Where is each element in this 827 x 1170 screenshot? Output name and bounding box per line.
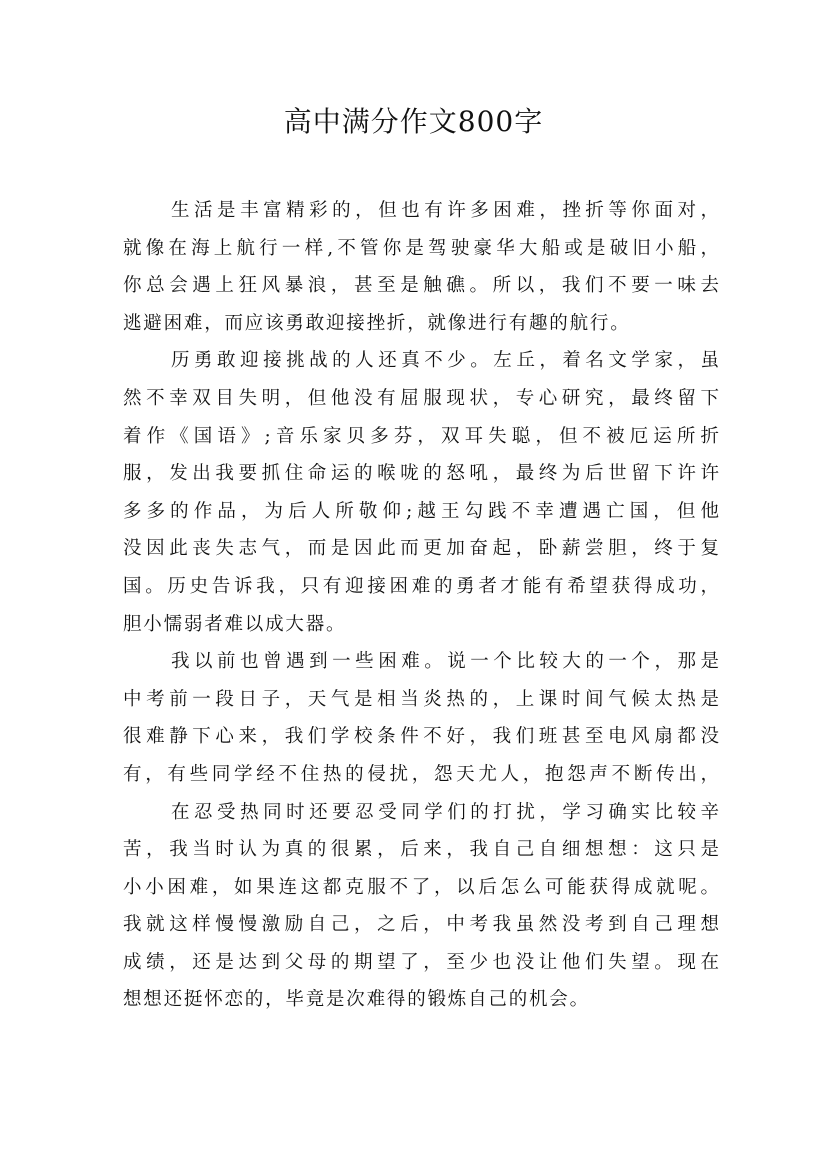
text-line: 多多的作品，为后人所敬仰;越王勾践不幸遭遇亡国，但他 bbox=[123, 500, 719, 522]
text-line: 然不幸双目失明，但他没有屈服现状，专心研究，最终留下 bbox=[123, 387, 719, 409]
text-line: 你总会遇上狂风暴浪，甚至是触礁。所以，我们不要一味去 bbox=[123, 275, 719, 297]
text-line: 我以前也曾遇到一些困难。说一个比较大的一个，那是 bbox=[171, 651, 719, 673]
text-line: 苦，我当时认为真的很累，后来，我自己自细想想：这只是 bbox=[123, 839, 719, 861]
text-line: 服，发出我要抓住命运的喉咙的怒吼，最终为后世留下许许 bbox=[123, 463, 719, 485]
paragraph-3 bbox=[123, 643, 719, 793]
text-line: 历勇敢迎接挑战的人还真不少。左丘，着名文学家，虽 bbox=[171, 350, 719, 372]
text-line: 就像在海上航行一样,不管你是驾驶豪华大船或是破旧小船， bbox=[123, 237, 719, 259]
text-line: 成绩，还是达到父母的期望了，至少也没让他们失望。现在 bbox=[123, 951, 719, 973]
text-line: 很难静下心来，我们学校条件不好，我们班甚至电风扇都没 bbox=[123, 726, 719, 748]
text-line: 胆小懦弱者难以成大器。 bbox=[123, 613, 347, 635]
text-line: 国。历史告诉我，只有迎接困难的勇者才能有希望获得成功， bbox=[123, 575, 719, 597]
text-line: 中考前一段日子，天气是相当炎热的，上课时间气候太热是 bbox=[123, 688, 719, 710]
paragraph-2 bbox=[123, 342, 719, 643]
text-line: 想想还挺怀恋的，毕竟是次难得的锻炼自己的机会。 bbox=[123, 989, 590, 1011]
text-line: 小小困难，如果连这都克服不了，以后怎么可能获得成就呢。 bbox=[123, 876, 719, 898]
text-line: 逃避困难，而应该勇敢迎接挫折，就像进行有趣的航行。 bbox=[123, 312, 631, 334]
paragraph-4 bbox=[123, 794, 719, 1020]
paragraph-1 bbox=[123, 192, 719, 342]
text-line: 我就这样慢慢激励自己，之后，中考我虽然没考到自己理想 bbox=[123, 914, 719, 936]
text-line: 在忍受热同时还要忍受同学们的打扰，学习确实比较辛 bbox=[171, 801, 719, 823]
essay-body bbox=[123, 192, 719, 1019]
text-line: 有，有些同学经不住热的侵扰，怨天尤人，抱怨声不断传出， bbox=[123, 763, 719, 785]
document-title: 高中满分作文800字 bbox=[283, 105, 544, 138]
text-line: 着作《国语》;音乐家贝多芬，双耳失聪，但不被厄运所折 bbox=[123, 425, 719, 447]
text-line: 没因此丧失志气，而是因此而更加奋起，卧薪尝胆，终于复 bbox=[123, 538, 719, 560]
text-line: 生活是丰富精彩的，但也有许多困难，挫折等你面对， bbox=[171, 200, 719, 221]
